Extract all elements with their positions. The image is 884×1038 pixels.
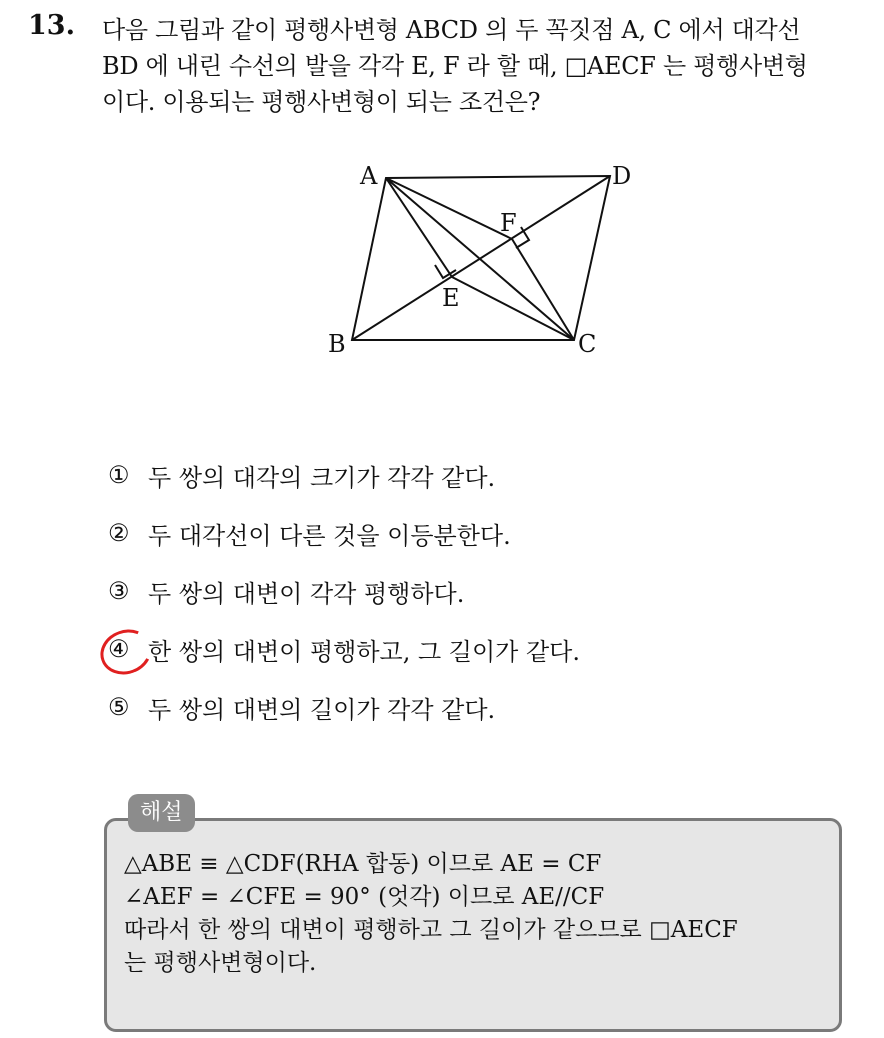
question-line: 이다. 이용되는 평행사변형이 되는 조건은?: [102, 88, 541, 116]
solution-line: △ABE ≡ △CDF(RHA 합동) 이므로 AE = CF: [124, 851, 602, 877]
label-d: D: [612, 162, 632, 190]
choice-number: ①: [108, 461, 130, 489]
choice-number: ②: [108, 519, 130, 547]
choice-5[interactable]: [108, 678, 580, 736]
label-b: B: [328, 330, 346, 358]
question-line: 다음 그림과 같이 평행사변형 ABCD 의 두 꼭짓점 A, C 에서 대각선: [102, 16, 801, 44]
choice-text: 두 대각선이 다른 것을 이등분한다.: [148, 521, 511, 550]
choice-number: ⑤: [108, 693, 130, 721]
choice-3[interactable]: [108, 562, 580, 620]
parallelogram-figure: [310, 150, 650, 365]
solution-tag: 해설: [128, 794, 195, 832]
choice-text: 두 쌍의 대변의 길이가 각각 같다.: [148, 695, 496, 724]
right-angle-mark-f: [516, 227, 529, 248]
choice-text: 두 쌍의 대변이 각각 평행하다.: [148, 579, 465, 608]
diagonal-ac: [386, 178, 574, 340]
solution-text: [124, 848, 839, 980]
answer-choices: [108, 446, 580, 736]
label-f: F: [500, 209, 517, 237]
segment-af: [386, 178, 512, 239]
choice-text: 한 쌍의 대변이 평행하고, 그 길이가 같다.: [148, 637, 580, 666]
diagonal-bd: [352, 176, 610, 340]
question-number: 13.: [28, 10, 75, 41]
label-a: A: [360, 162, 378, 190]
label-e: E: [442, 284, 460, 312]
choice-2[interactable]: [108, 504, 580, 562]
choice-4[interactable]: [108, 620, 580, 678]
question-text: [102, 12, 872, 120]
solution-line: 는 평행사변형이다.: [124, 950, 317, 976]
solution-line: ∠AEF = ∠CFE = 90° (엇각) 이므로 AE//CF: [124, 884, 605, 910]
choice-number: ④: [108, 635, 130, 663]
choice-number: ③: [108, 577, 130, 605]
label-c: C: [578, 330, 597, 358]
choice-1[interactable]: [108, 446, 580, 504]
solution-line: 따라서 한 쌍의 대변이 평행하고 그 길이가 같으므로 □AECF: [124, 917, 738, 943]
question-line: BD 에 내린 수선의 발을 각각 E, F 라 할 때, □AECF 는 평행사변형: [102, 52, 808, 80]
choice-text: 두 쌍의 대각의 크기가 각각 같다.: [148, 463, 496, 492]
